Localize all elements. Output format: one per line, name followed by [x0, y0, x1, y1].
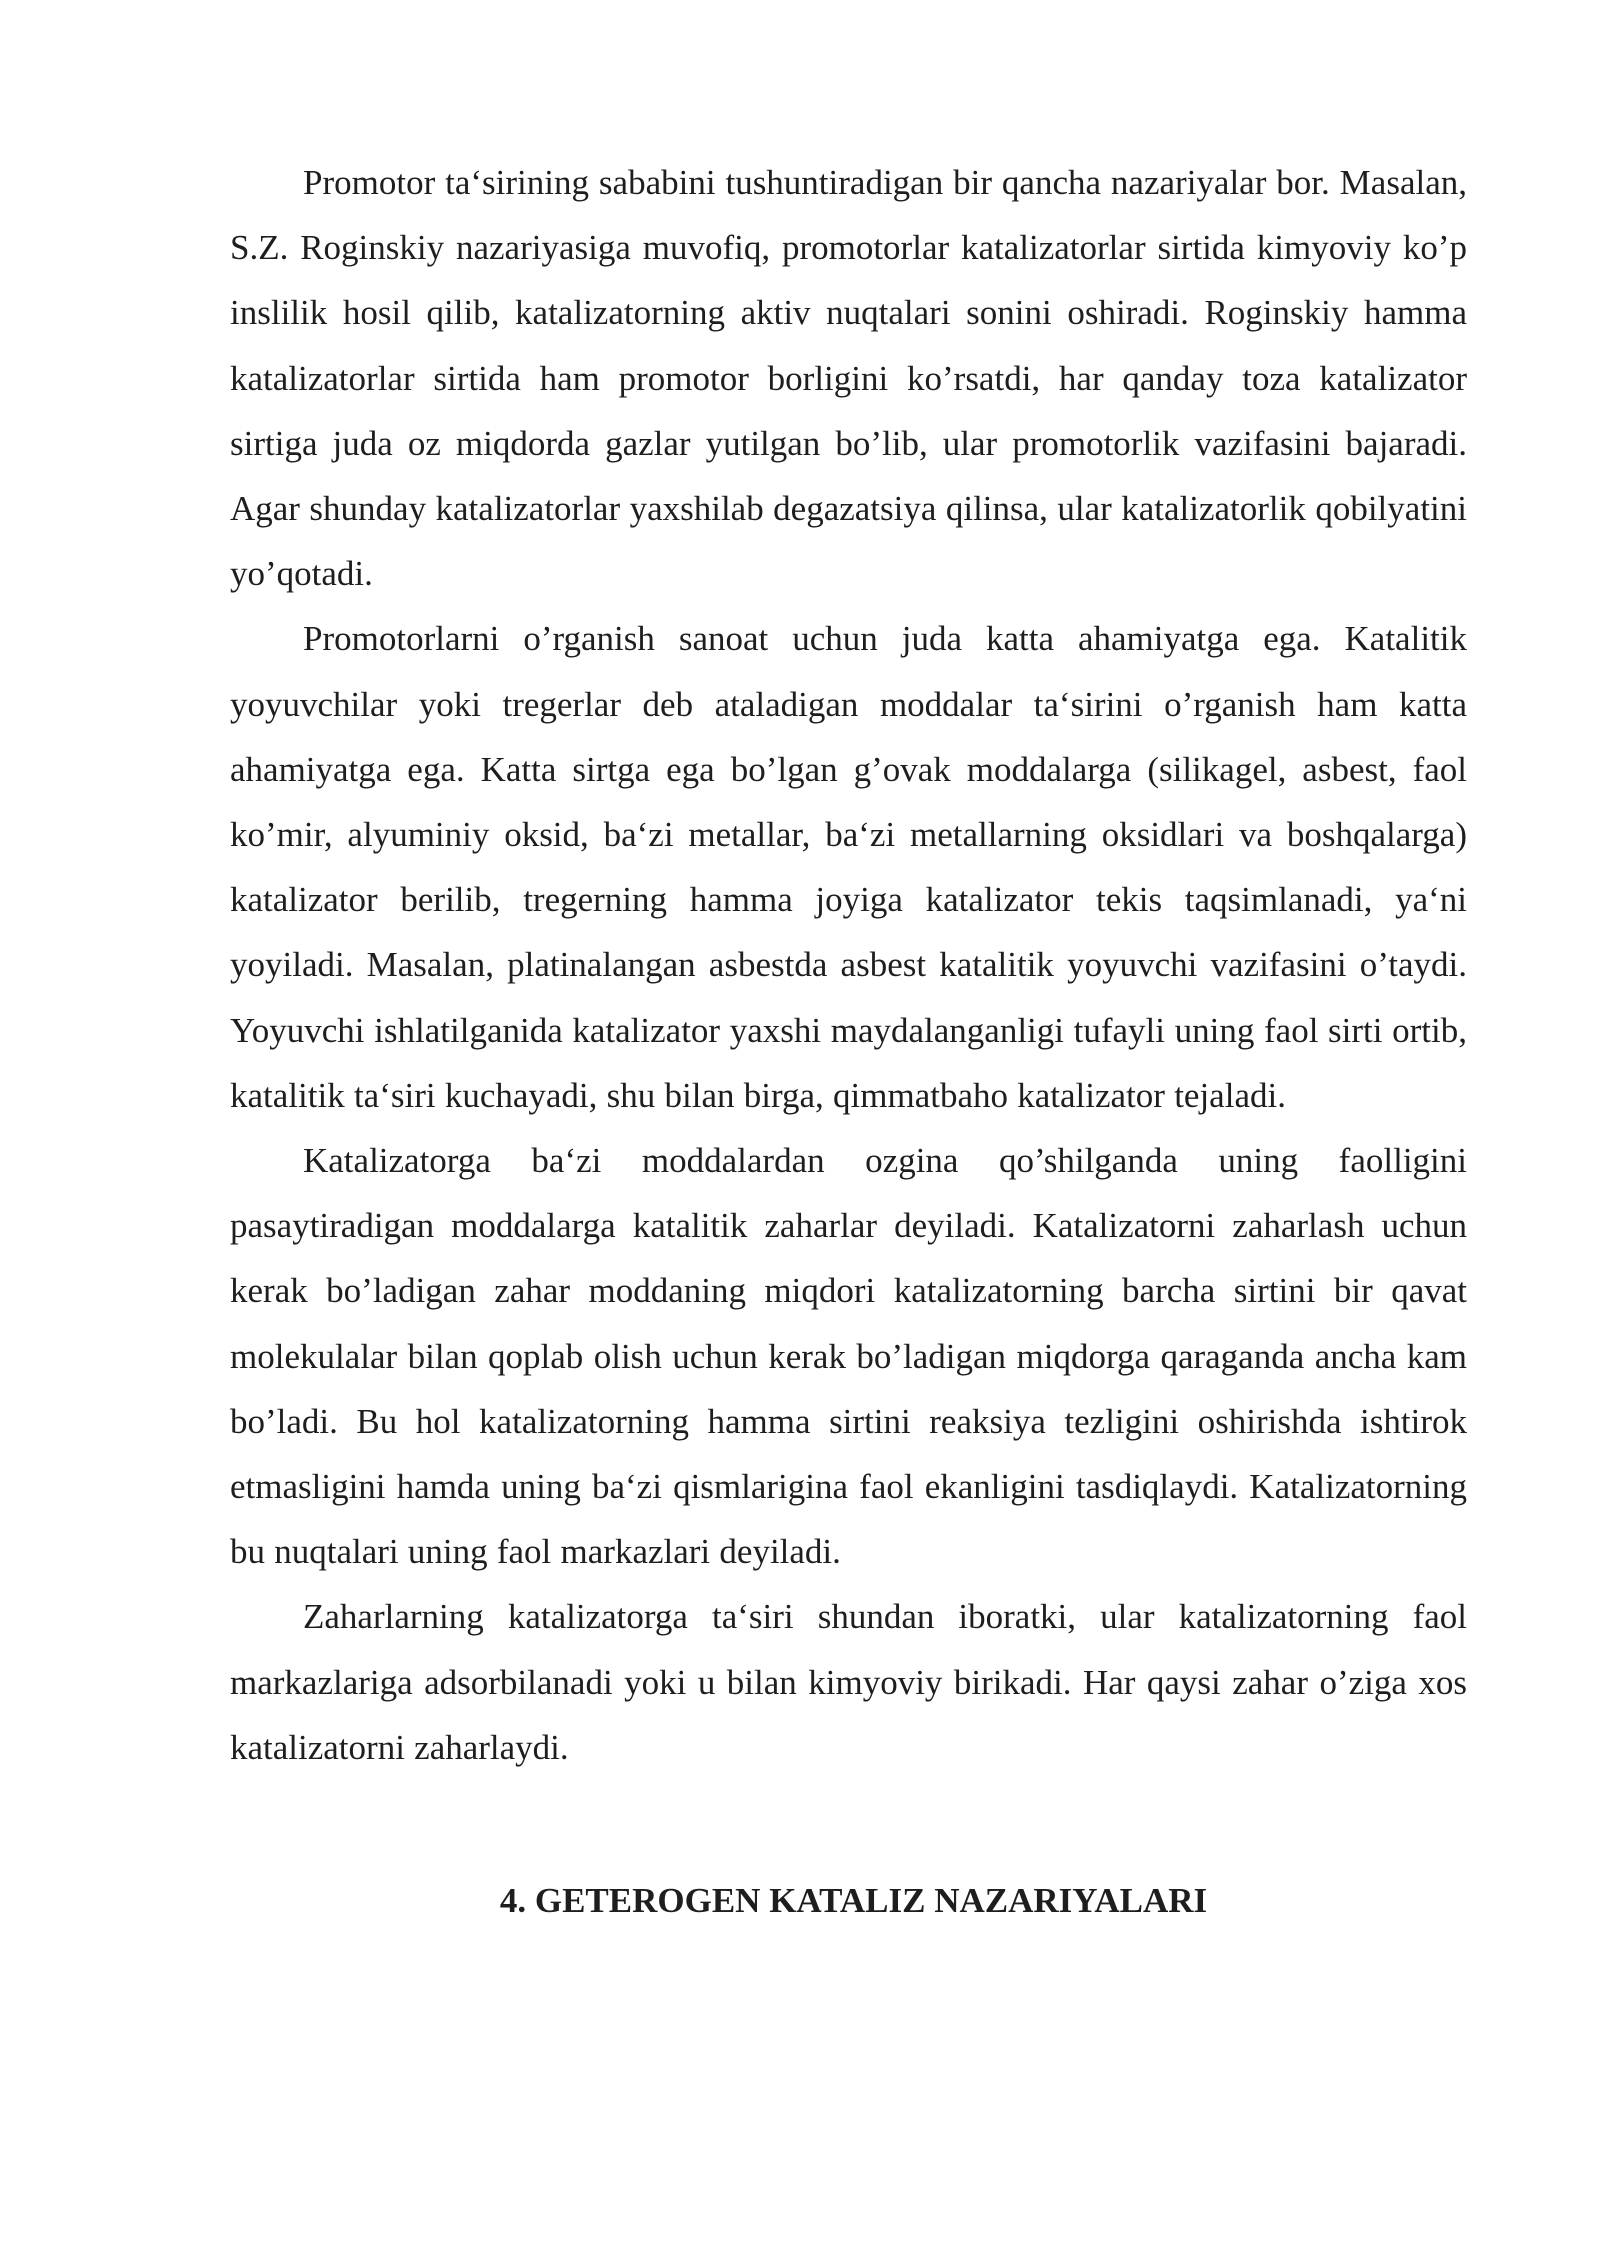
- paragraph-promotor-theories: Promotor ta‘sirining sababini tushuntiradigan bir qancha nazariyalar bor. Masalan, S.Z. Roginskiy nazariyasiga muvofiq, promotorlar katalizatorlar sirtida kimyoviy ko’p inslilik hosil qilib, katalizatorning aktiv nuqtalari sonini oshiradi. Roginskiy hamma katalizatorlar sirtida ham promotor borligini ko’rsatdi, har qanday toza katalizator sirtiga juda oz miqdorda gazlar yutilgan bo’lib, ular promotorlik vazifasini bajaradi. Agar shunday katalizatorlar yaxshilab degazatsiya qilinsa, ular katalizatorlik qobilyatini yo’qotadi.: [230, 163, 1467, 594]
- section-heading: 4. GETEROGEN KATALIZ NAZARIYALARI: [499, 1881, 1208, 1921]
- paragraph-poison-effect: Zaharlarning katalizatorga ta‘siri shundan iboratki, ular katalizatorning faol markazlariga adsorbilanadi yoki u bilan kimyoviy birikadi. Har qaysi zahar o’ziga xos katalizatorni zaharlaydi.: [230, 1597, 1467, 1767]
- paragraph-catalytic-poisons: Katalizatorga ba‘zi moddalardan ozgina qo’shilganda uning faolligini pasaytiradigan moddalarga katalitik zaharlar deyiladi. Katalizatorni zaharlash uchun kerak bo’ladigan zahar moddaning miqdori katalizatorning barcha sirtini bir qavat molekulalar bilan qoplab olish uchun kerak bo’ladigan miqdorga qaraganda ancha kam bo’ladi. Bu hol katalizatorning hamma sirtini reaksiya tezligini oshirishda ishtirok etmasligini hamda uning ba‘zi qismlarigina faol ekanligini tasdiqlaydi. Katalizatorning bu nuqtalari uning faol markazlari deyiladi.: [230, 1141, 1467, 1572]
- document-page: [230, 150, 1467, 1933]
- paragraph-promotor-study: Promotorlarni o’rganish sanoat uchun juda katta ahamiyatga ega. Katalitik yoyuvchilar yoki tregerlar deb ataladigan moddalar ta‘sirini o’rganish ham katta ahamiyatga ega. Katta sirtga ega bo’lgan g’ovak moddalarga (silikagel, asbest, faol ko’mir, alyuminiy oksid, ba‘zi metallar, ba‘zi metallarning oksidlari va boshqalarga) katalizator berilib, tregerning hamma joyiga katalizator tekis taqsimlanadi, ya‘ni yoyiladi. Masalan, platinalangan asbestda asbest katalitik yoyuvchi vazifasini o’taydi. Yoyuvchi ishlatilganida katalizator yaxshi maydalanganligi tufayli uning faol sirti ortib, katalitik ta‘siri kuchayadi, shu bilan birga, qimmatbaho katalizator tejaladi.: [230, 619, 1467, 1115]
